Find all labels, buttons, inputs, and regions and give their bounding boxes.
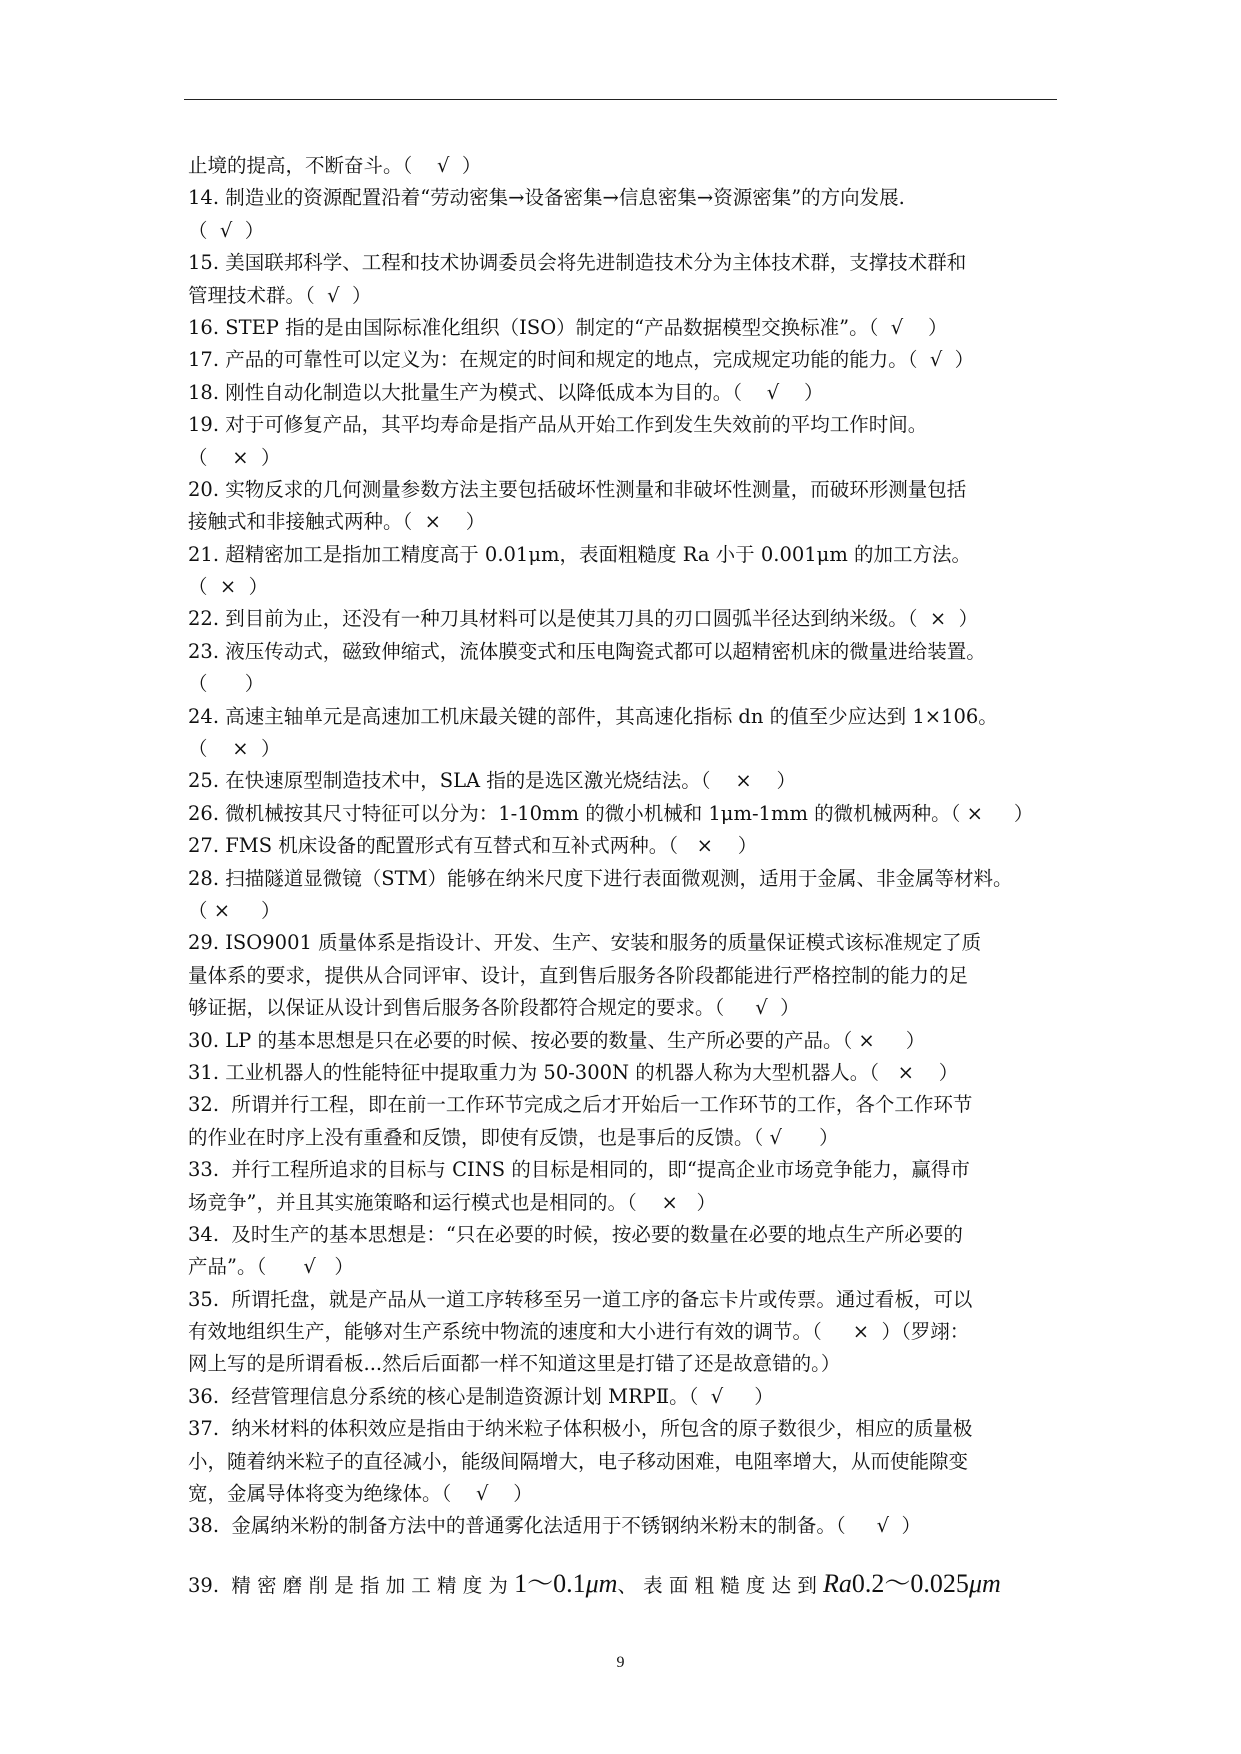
text-line: （ × ） xyxy=(188,445,281,469)
text-line: （ × ） xyxy=(188,898,281,922)
text-line: 28. 扫描隧道显微镜（STM）能够在纳米尺度下进行表面微观测，适用于金属、非金属等材料。 xyxy=(188,866,1013,890)
text-line: 量体系的要求，提供从合同评审、设计，直到售后服务各阶段都能进行严格控制的能力的足 xyxy=(188,963,969,987)
text-line: 22. 到目前为止，还没有一种刀具材料可以是使其刀具的刃口圆弧半径达到纳米级。（ × ） xyxy=(188,607,979,631)
text-line: 15. 美国联邦科学、工程和技术协调委员会将先进制造技术分为主体技术群，支撑技术群和 xyxy=(188,251,967,275)
text-line: 小，随着纳米粒子的直径减小，能级间隔增大，电子移动困难，电阻率增大，从而使能隙变 xyxy=(188,1449,969,1473)
text-line: 31. 工业机器人的性能特征中提取重力为 50-300N 的机器人称为大型机器人。（ × ） xyxy=(188,1060,959,1084)
text-line: 场竞争”，并且其实施策略和运行模式也是相同的。（ × ） xyxy=(188,1190,716,1214)
text-line: 34. 及时生产的基本思想是：“只在必要的时候，按必要的数量在必要的地点生产所必要的 xyxy=(188,1222,963,1246)
text-line: 18. 刚性自动化制造以大批量生产为模式、以降低成本为目的。（ √ ） xyxy=(188,380,824,404)
text-line: 24. 高速主轴单元是高速加工机床最关键的部件，其高速化指标 dn 的值至少应达到 1×106。 xyxy=(188,704,998,728)
text-line: 19. 对于可修复产品，其平均寿命是指产品从开始工作到发生失效前的平均工作时间。 xyxy=(188,413,928,437)
question-39-middle: 、 表 面 粗 糙 度 达 到 xyxy=(617,1574,824,1597)
text-line: 止境的提高，不断奋斗。（ √ ） xyxy=(188,154,482,177)
text-line: 29. ISO9001 质量体系是指设计、开发、生产、安装和服务的质量保证模式该标准规定了质 xyxy=(188,931,982,955)
text-line: 14. 制造业的资源配置沿着“劳动密集→设备密集→信息密集→资源密集”的方向发展. xyxy=(188,186,905,210)
text-line: 接触式和非接触式两种。（ × ） xyxy=(188,510,486,534)
text-line: 21. 超精密加工是指加工精度高于 0.01μm，表面粗糙度 Ra 小于 0.001μm 的加工方法。 xyxy=(188,542,972,566)
question-39 xyxy=(188,1563,1068,1600)
text-line: 管理技术群。（ √ ） xyxy=(188,283,372,307)
text-line: 宽，金属导体将变为绝缘体。（ √ ） xyxy=(188,1482,533,1506)
page-number: 9 xyxy=(616,1654,625,1671)
text-line: 25. 在快速原型制造技术中，SLA 指的是选区激光烧结法。（ × ） xyxy=(188,769,796,793)
text-line: 26. 微机械按其尺寸特征可以分为：1-10mm 的微小机械和 1μm-1mm 的微机械两种。（ × ） xyxy=(188,801,1034,825)
text-line: 17. 产品的可靠性可以定义为：在规定的时间和规定的地点，完成规定功能的能力。（ √ ） xyxy=(188,348,975,372)
text-line: 38. 金属纳米粉的制备方法中的普通雾化法适用于不锈钢纳米粉末的制备。（ √ ） xyxy=(188,1514,921,1538)
question-39-label: 39. 精 密 磨 削 是 指 加 工 精 度 为 xyxy=(188,1574,515,1597)
text-line: 37. 纳米材料的体积效应是指由于纳米粒子体积极小，所包含的原子数很少，相应的质量极 xyxy=(188,1417,973,1441)
text-line: （ × ） xyxy=(188,737,281,761)
text-line: （ × ） xyxy=(188,575,269,599)
text-line: 32. 所谓并行工程，即在前一工作环节完成之后才开始后一工作环节的工作，各个工作环节 xyxy=(188,1093,973,1117)
precision-formula: 1～0.1μm xyxy=(514,1569,618,1598)
text-line: 20. 实物反求的几何测量参数方法主要包括破坏性测量和非破坏性测量，而破环形测量包括 xyxy=(188,477,967,501)
text-line: 30. LP 的基本思想是只在必要的时候、按必要的数量、生产所必要的产品。（ × ） xyxy=(188,1028,926,1052)
text-line: 36. 经营管理信息分系统的核心是制造资源计划 MRPⅡ。（ √ ） xyxy=(188,1384,774,1408)
text-line: （ ） xyxy=(188,672,265,696)
text-line: 够证据，以保证从设计到售后服务各阶段都符合规定的要求。（ √ ） xyxy=(188,996,800,1020)
document-body xyxy=(188,150,1068,1543)
text-line: 27. FMS 机床设备的配置形式有互替式和互补式两种。（ × ） xyxy=(188,834,758,858)
text-line: 的作业在时序上没有重叠和反馈，即使有反馈，也是事后的反馈。（ √ ） xyxy=(188,1125,839,1149)
text-line: （ √ ） xyxy=(188,218,265,242)
header-rule xyxy=(184,99,1057,100)
text-line: 有效地组织生产，能够对生产系统中物流的速度和大小进行有效的调节。（ × ）（罗翊： xyxy=(188,1320,970,1344)
text-line: 产品”。（ √ ） xyxy=(188,1255,354,1279)
text-line: 网上写的是所谓看板...然后后面都一样不知道这里是打错了还是故意错的。） xyxy=(188,1352,841,1376)
text-line: 23. 液压传动式，磁致伸缩式，流体膜变式和压电陶瓷式都可以超精密机床的微量进给装置。 xyxy=(188,639,986,663)
roughness-formula: Ra0.2～0.025μm xyxy=(823,1569,1001,1598)
text-line: 35. 所谓托盘，就是产品从一道工序转移至另一道工序的备忘卡片或传票。通过看板，可以 xyxy=(188,1287,973,1311)
text-line: 16. STEP 指的是由国际标准化组织（ISO）制定的“产品数据模型交换标准”。（ √ ） xyxy=(188,315,948,339)
text-line: 33. 并行工程所追求的目标与 CINS 的目标是相同的，即“提高企业市场竞争能力，赢得市 xyxy=(188,1158,970,1182)
